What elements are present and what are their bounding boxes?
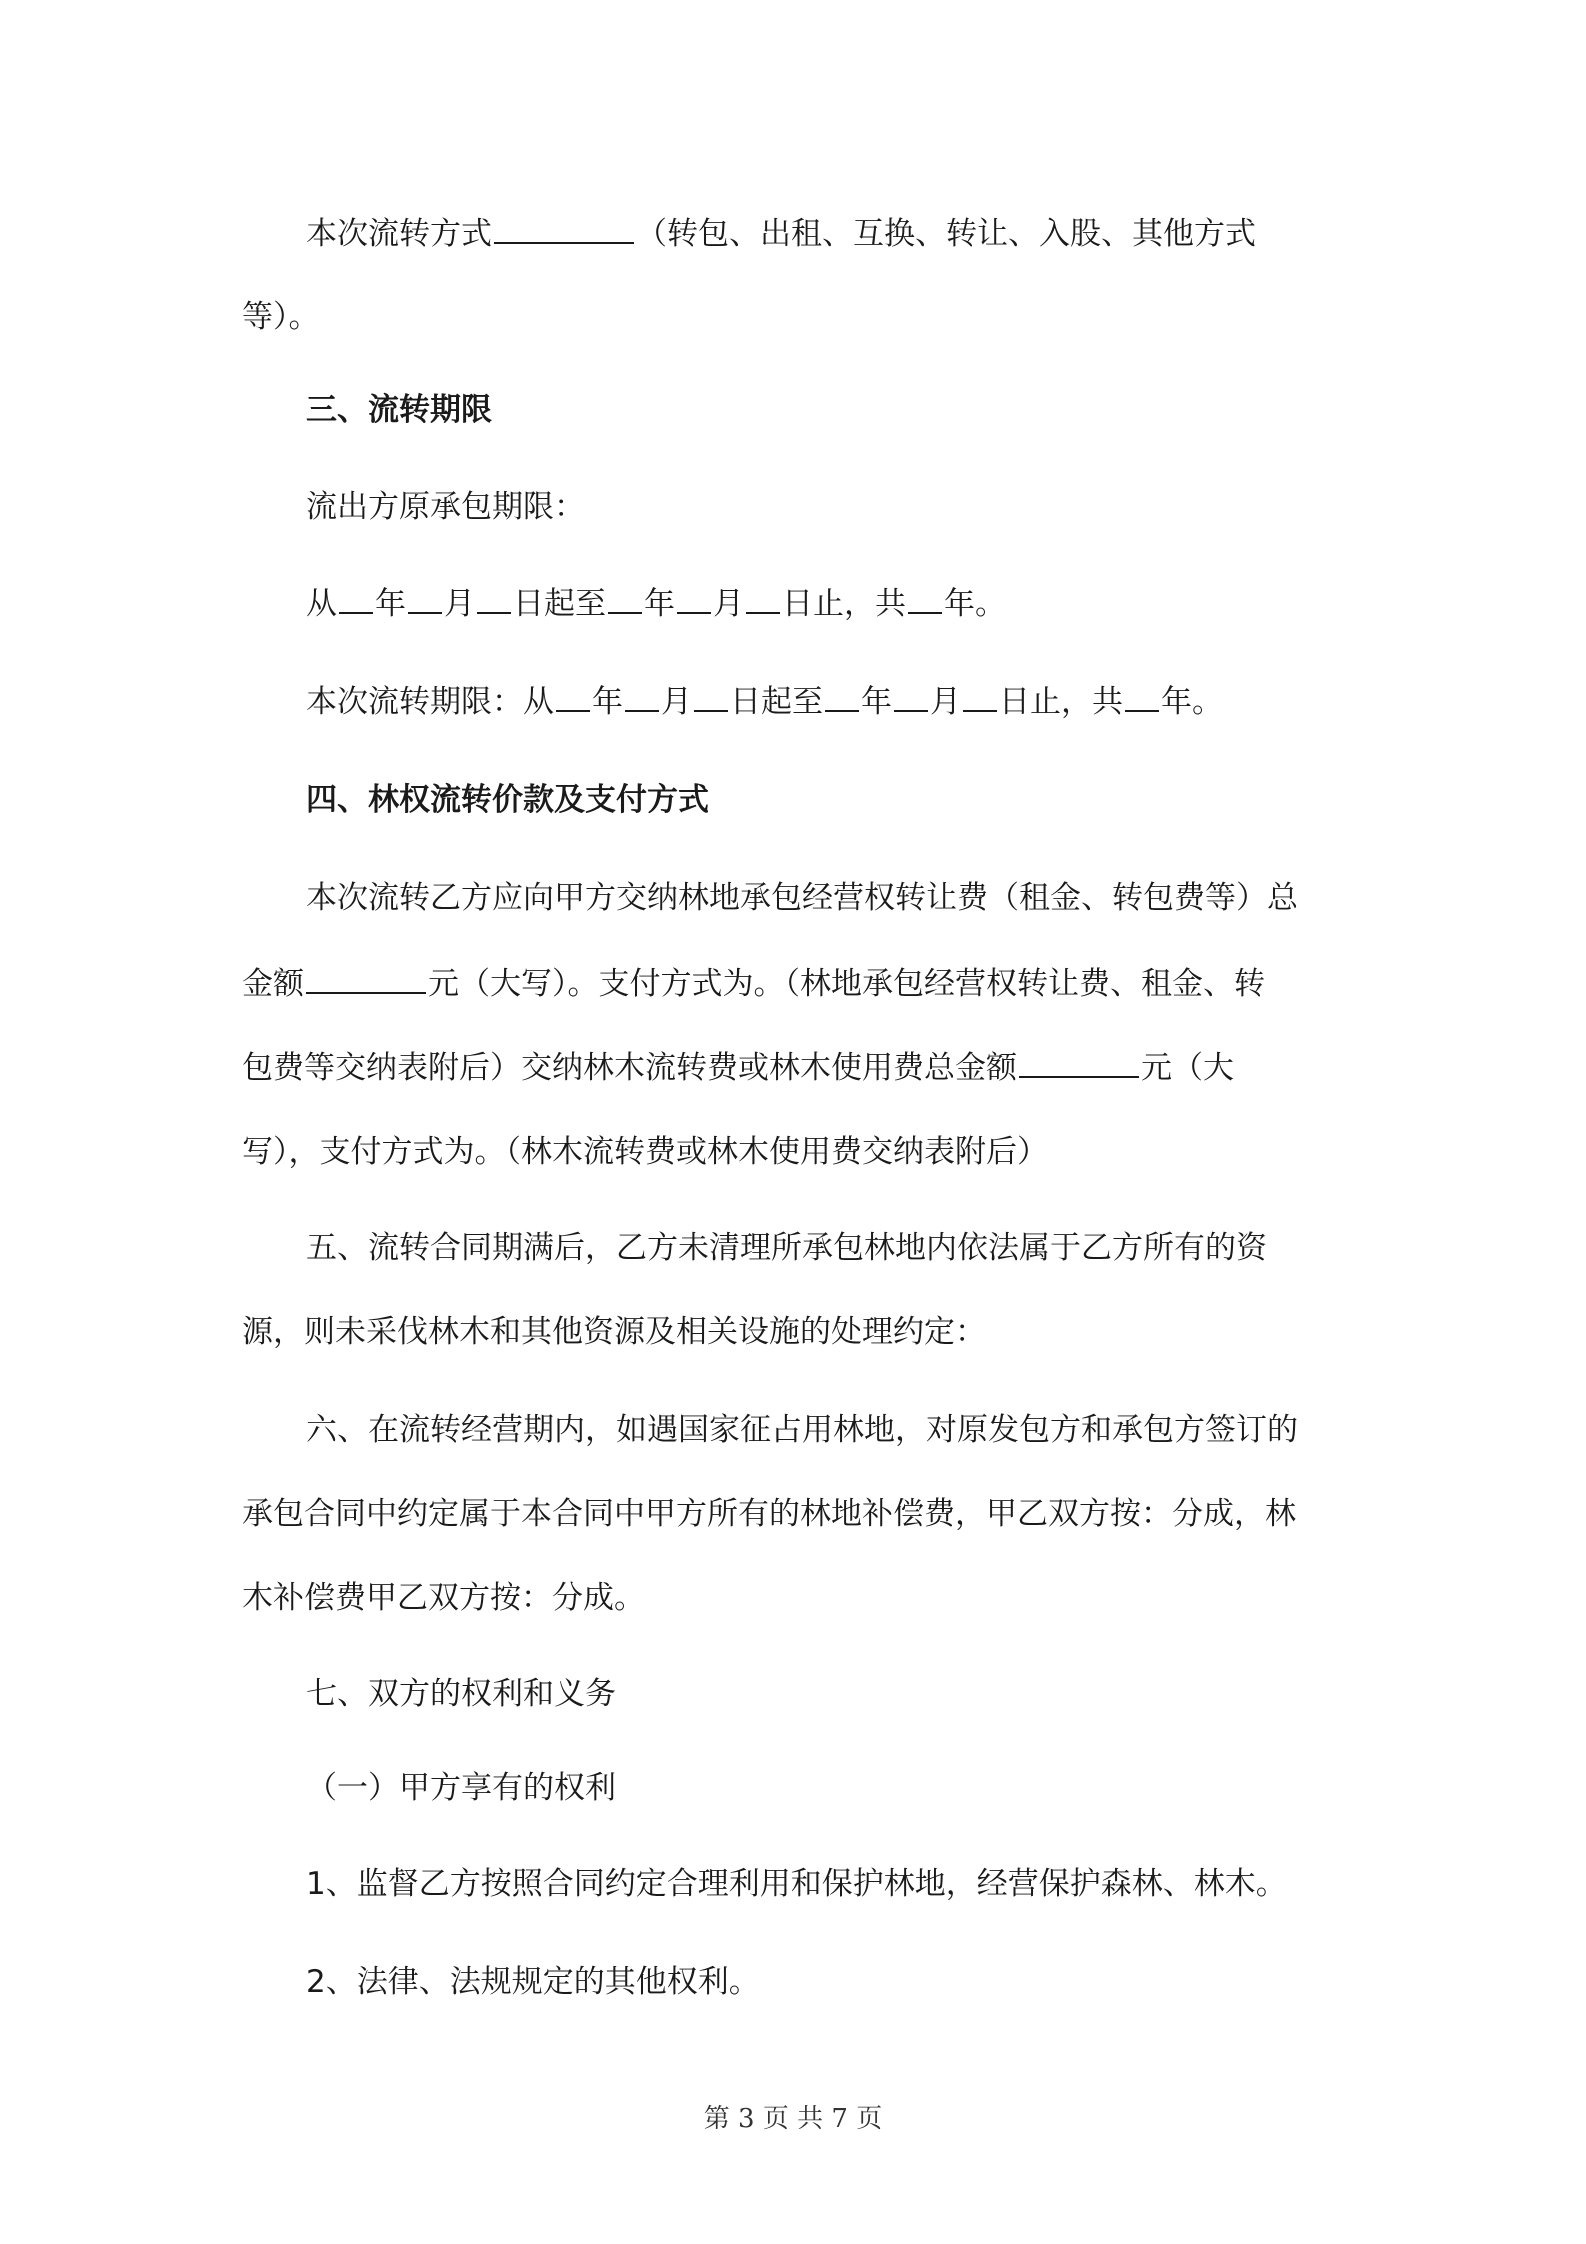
compensation-paragraph-line2: 承包合同中约定属于本合同中甲方所有的林地补偿费，甲乙双方按：分成，林 bbox=[242, 1496, 1296, 1532]
blank-field bbox=[556, 680, 590, 712]
compensation-paragraph-line3: 木补偿费甲乙双方按：分成。 bbox=[242, 1580, 645, 1616]
expiry-paragraph-line2: 源，则未采伐林木和其他资源及相关设施的处理约定： bbox=[242, 1314, 986, 1350]
this-term-dates: 本次流转期限：从 年 月 日起至 年 月 日止，共 年。 bbox=[306, 680, 1406, 724]
page-footer: 第 3 页 共 7 页 bbox=[703, 2104, 883, 2134]
blank-field bbox=[694, 680, 728, 712]
section-heading-7: 七、双方的权利和义务 bbox=[306, 1676, 616, 1712]
payment-paragraph-line3: 包费等交纳表附后）交纳林木流转费或林木使用费总金额 元（大 bbox=[242, 1046, 1342, 1090]
transfer-method-line-cont: 等）。 bbox=[242, 299, 320, 335]
blank-field bbox=[746, 582, 780, 614]
right-item-2: 2、法律、法规规定的其他权利。 bbox=[306, 1964, 760, 2000]
blank-field bbox=[477, 582, 511, 614]
blank-field bbox=[908, 582, 942, 614]
original-term-dates: 从 年 月 日起至 年 月 日止，共 年。 bbox=[306, 582, 1406, 626]
blank-field bbox=[1019, 1046, 1139, 1078]
payment-paragraph-line4: 写），支付方式为。（林木流转费或林木使用费交纳表附后） bbox=[242, 1134, 1048, 1170]
blank-field bbox=[825, 680, 859, 712]
blank-field bbox=[608, 582, 642, 614]
section-heading-3: 三、流转期限 bbox=[306, 392, 492, 428]
blank-field bbox=[677, 582, 711, 614]
blank-field bbox=[1125, 680, 1159, 712]
payment-paragraph-line1: 本次流转乙方应向甲方交纳林地承包经营权转让费（租金、转包费等）总 bbox=[306, 880, 1298, 916]
section-heading-4: 四、林权流转价款及支付方式 bbox=[306, 782, 709, 818]
transfer-method-line: 本次流转方式 （转包、出租、互换、转让、入股、其他方式 bbox=[306, 212, 1406, 256]
payment-paragraph-line2: 金额 元（大写）。支付方式为。（林地承包经营权转让费、租金、转 bbox=[242, 962, 1342, 1006]
expiry-paragraph-line1: 五、流转合同期满后，乙方未清理所承包林地内依法属于乙方所有的资 bbox=[306, 1230, 1267, 1266]
original-term-label: 流出方原承包期限： bbox=[306, 489, 585, 525]
blank-field bbox=[625, 680, 659, 712]
blank-field bbox=[494, 212, 634, 244]
subsection-heading-7-1: （一）甲方享有的权利 bbox=[306, 1770, 616, 1806]
blank-field bbox=[408, 582, 442, 614]
blank-field bbox=[963, 680, 997, 712]
compensation-paragraph-line1: 六、在流转经营期内，如遇国家征占用林地，对原发包方和承包方签订的 bbox=[306, 1412, 1298, 1448]
blank-field bbox=[306, 962, 426, 994]
blank-field bbox=[339, 582, 373, 614]
blank-field bbox=[894, 680, 928, 712]
right-item-1: 1、监督乙方按照合同约定合理利用和保护林地，经营保护森林、林木。 bbox=[306, 1866, 1287, 1902]
